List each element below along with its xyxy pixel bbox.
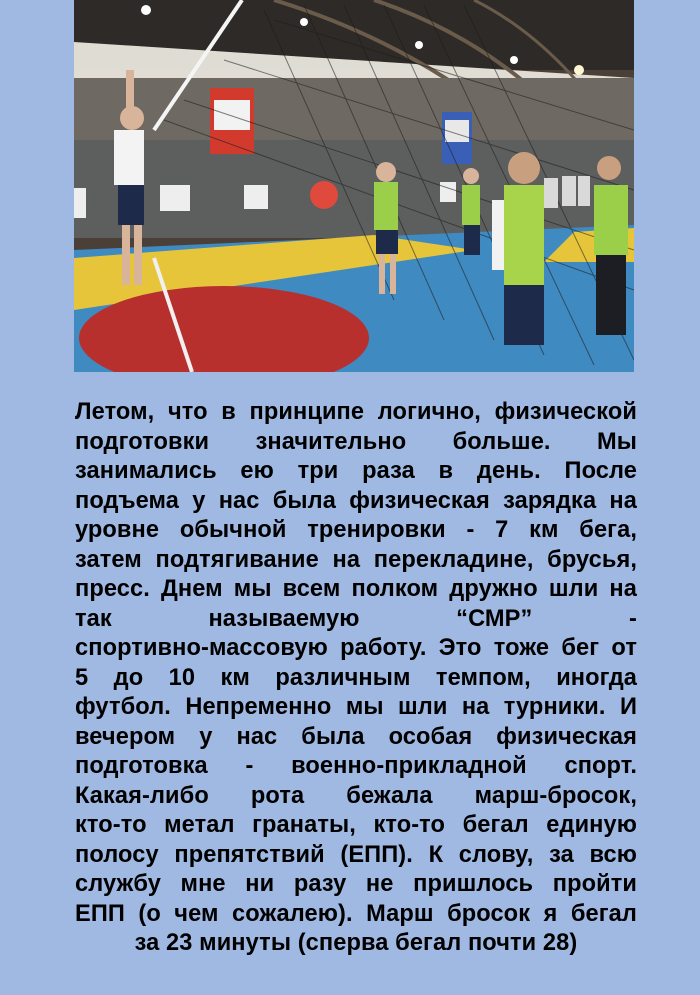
article-line: уровне обычной тренировки - 7 км бега,: [75, 517, 637, 543]
article-line: спортивно-массовую работу. Это тоже бег от: [75, 635, 637, 661]
article-line: пресс. Днем мы всем полком дружно шли на: [75, 576, 637, 602]
article-line: полосу препятствий (ЕПП). К слову, за всю: [75, 841, 637, 868]
article-line: 5 до 10 км различным темпом, иногда: [75, 664, 637, 691]
article-line: Летом, что в принципе логично, физической: [75, 399, 637, 425]
gym-volleyball-photo: [74, 0, 634, 372]
article-text: [75, 398, 637, 959]
article-line: занимались ею три раза в день. После: [75, 458, 637, 484]
article-line: подготовка - военно-прикладной спорт.: [75, 753, 637, 779]
article-line: кто-то метал гранаты, кто-то бегал единую: [75, 812, 637, 838]
article-line: службу мне ни разу не пришлось пройти: [75, 871, 637, 897]
article-line: затем подтягивание на перекладине, брусья,: [75, 546, 637, 573]
article-line: ЕПП (о чем сожалею). Марш бросок я бегал: [75, 900, 637, 927]
article-line: Какая-либо рота бежала марш-бросок,: [75, 782, 637, 809]
article-line: за 23 минуты (сперва бегал почти 28): [134, 930, 578, 956]
photo-illustration: [74, 0, 634, 372]
article-line: футбол. Непременно мы шли на турники. И: [75, 694, 637, 720]
article-line: вечером у нас была особая физическая: [75, 723, 637, 750]
article-line: так называемую “СМР” -: [75, 605, 637, 632]
article-line: подготовки значительно больше. Мы: [75, 428, 637, 455]
article-line: подъема у нас была физическая зарядка на: [75, 487, 637, 514]
